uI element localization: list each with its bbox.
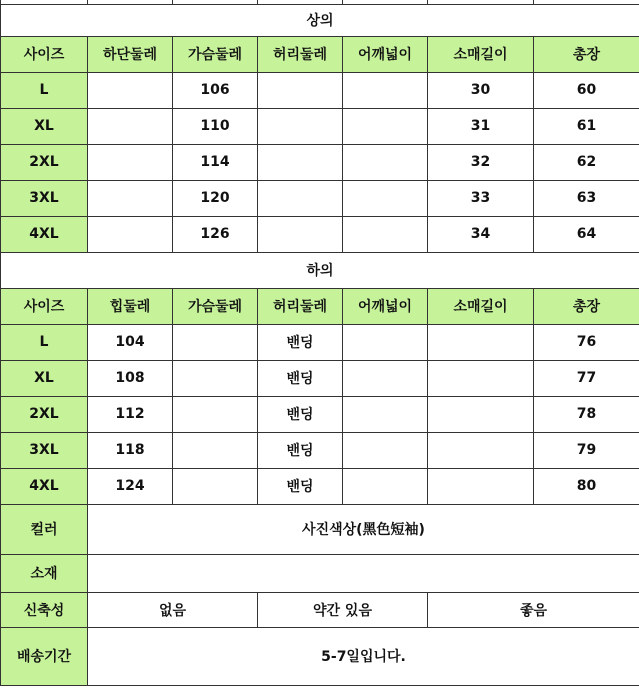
size-label: XL xyxy=(1,108,88,144)
size-label: L xyxy=(1,72,88,108)
top-section-row xyxy=(1,4,639,36)
table-cell: 31 xyxy=(428,108,534,144)
table-row xyxy=(1,396,639,432)
table-cell: 126 xyxy=(173,216,258,252)
table-cell: 114 xyxy=(173,144,258,180)
bottom-section-row xyxy=(1,252,639,288)
size-label: 3XL xyxy=(1,180,88,216)
table-cell xyxy=(88,180,173,216)
table-cell xyxy=(343,216,428,252)
table-cell: 34 xyxy=(428,216,534,252)
table-cell xyxy=(343,396,428,432)
table-cell: 124 xyxy=(88,468,173,504)
color-label: 컬러 xyxy=(1,504,88,554)
table-cell xyxy=(343,324,428,360)
table-cell xyxy=(88,216,173,252)
table-cell: 108 xyxy=(88,360,173,396)
table-cell xyxy=(173,432,258,468)
table-cell: 60 xyxy=(534,72,639,108)
table-cell: 밴딩 xyxy=(258,324,343,360)
table-cell: 120 xyxy=(173,180,258,216)
size-label: 2XL xyxy=(1,144,88,180)
table-cell: 63 xyxy=(534,180,639,216)
table-row xyxy=(1,432,639,468)
table-cell xyxy=(343,180,428,216)
table-cell: 밴딩 xyxy=(258,360,343,396)
table-cell xyxy=(428,324,534,360)
table-cell: 79 xyxy=(534,432,639,468)
shipping-value: 5-7일입니다. xyxy=(88,627,639,685)
table-cell xyxy=(343,108,428,144)
table-cell xyxy=(428,432,534,468)
material-row xyxy=(1,554,639,592)
table-cell xyxy=(343,360,428,396)
size-label: 4XL xyxy=(1,216,88,252)
table-row xyxy=(1,324,639,360)
header-size: 사이즈 xyxy=(1,36,88,72)
table-cell xyxy=(173,468,258,504)
table-cell: 밴딩 xyxy=(258,468,343,504)
table-cell: 110 xyxy=(173,108,258,144)
table-cell: 33 xyxy=(428,180,534,216)
color-row xyxy=(1,504,639,554)
header-col: 허리둘레 xyxy=(258,288,343,324)
header-col: 힙둘레 xyxy=(88,288,173,324)
table-cell: 76 xyxy=(534,324,639,360)
table-cell: 32 xyxy=(428,144,534,180)
table-cell: 106 xyxy=(173,72,258,108)
table-row xyxy=(1,360,639,396)
table-cell xyxy=(88,72,173,108)
header-col: 하단둘레 xyxy=(88,36,173,72)
size-label: L xyxy=(1,324,88,360)
table-cell: 77 xyxy=(534,360,639,396)
table-row xyxy=(1,216,639,252)
table-cell xyxy=(173,324,258,360)
stretch-option-some: 약간 있음 xyxy=(258,592,428,627)
header-size: 사이즈 xyxy=(1,288,88,324)
top-section-title: 상의 xyxy=(1,4,639,36)
table-cell xyxy=(258,180,343,216)
bottom-header-row xyxy=(1,288,639,324)
shipping-row xyxy=(1,627,639,685)
size-label: XL xyxy=(1,360,88,396)
size-label: 2XL xyxy=(1,396,88,432)
stretch-option-none: 없음 xyxy=(88,592,258,627)
material-label: 소재 xyxy=(1,554,88,592)
top-header-row xyxy=(1,36,639,72)
table-row xyxy=(1,72,639,108)
header-col: 가슴둘레 xyxy=(173,288,258,324)
size-label: 4XL xyxy=(1,468,88,504)
table-cell xyxy=(343,468,428,504)
table-cell: 64 xyxy=(534,216,639,252)
header-col: 총장 xyxy=(534,36,639,72)
table-cell: 78 xyxy=(534,396,639,432)
table-cell: 104 xyxy=(88,324,173,360)
header-col: 소매길이 xyxy=(428,36,534,72)
header-col: 소매길이 xyxy=(428,288,534,324)
table-cell xyxy=(343,72,428,108)
table-cell: 118 xyxy=(88,432,173,468)
header-col: 총장 xyxy=(534,288,639,324)
table-row xyxy=(1,468,639,504)
table-cell xyxy=(428,468,534,504)
table-cell xyxy=(173,360,258,396)
size-label: 3XL xyxy=(1,432,88,468)
shipping-label: 배송기간 xyxy=(1,627,88,685)
stretch-row xyxy=(1,592,639,627)
table-row xyxy=(1,180,639,216)
header-col: 가슴둘레 xyxy=(173,36,258,72)
table-row xyxy=(1,108,639,144)
table-cell xyxy=(428,396,534,432)
table-cell xyxy=(343,144,428,180)
material-value xyxy=(88,554,639,592)
table-cell: 80 xyxy=(534,468,639,504)
color-value: 사진색상(黑色短袖) xyxy=(88,504,639,554)
header-col: 허리둘레 xyxy=(258,36,343,72)
table-cell xyxy=(258,216,343,252)
header-col: 어깨넓이 xyxy=(343,288,428,324)
table-cell xyxy=(173,396,258,432)
header-col: 어깨넓이 xyxy=(343,36,428,72)
table-cell xyxy=(428,360,534,396)
table-cell: 밴딩 xyxy=(258,396,343,432)
table-row xyxy=(1,144,639,180)
table-cell: 61 xyxy=(534,108,639,144)
table-cell xyxy=(258,108,343,144)
table-cell xyxy=(343,432,428,468)
table-cell xyxy=(88,108,173,144)
table-cell xyxy=(258,144,343,180)
table-cell: 62 xyxy=(534,144,639,180)
table-cell: 30 xyxy=(428,72,534,108)
table-cell: 112 xyxy=(88,396,173,432)
table-cell xyxy=(88,144,173,180)
table-cell xyxy=(258,72,343,108)
stretch-option-good: 좋음 xyxy=(428,592,639,627)
stretch-label: 신축성 xyxy=(1,592,88,627)
table-cell: 밴딩 xyxy=(258,432,343,468)
bottom-section-title: 하의 xyxy=(1,252,639,288)
